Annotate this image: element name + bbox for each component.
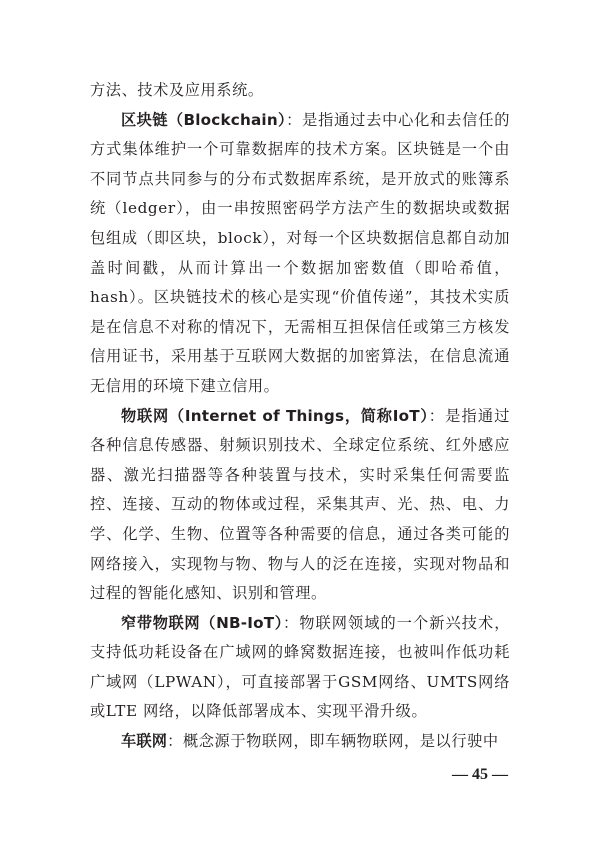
paragraph-nb-iot xyxy=(90,609,510,727)
paragraph-blockchain xyxy=(90,106,510,402)
term-blockchain: 区块链（Blockchain） xyxy=(121,110,287,129)
definition-iov: ：概念源于物联网，即车辆物联网，是以行驶中 xyxy=(167,732,499,751)
document-page xyxy=(90,76,510,757)
paragraph-iot xyxy=(90,402,510,609)
paragraph-text: 方法、技术及应用系统。 xyxy=(90,81,264,99)
paragraph-continuation xyxy=(90,76,510,106)
paragraph-iov xyxy=(90,727,510,757)
definition-iot: ：是指通过各种信息传感器、射频识别技术、全球定位系统、红外感应器、激光扫描器等各种装置与技术，实时采集任何需要监控、连接、互动的物体或过程，采集其声、光、热、电、力学、化学、生物、位置等各种需要的信息，通过各类可能的网络接入，实现物与物、物与人的泛在连接，实现对物品和过程的智能化感知、识别和管理。 xyxy=(90,406,510,603)
term-iov: 车联网 xyxy=(121,732,168,751)
page-number: — 45 — xyxy=(452,766,508,783)
term-nb-iot: 窄带物联网（NB-IoT） xyxy=(121,613,284,632)
definition-blockchain: ：是指通过去中心化和去信任的方式集体维护一个可靠数据库的技术方案。区块链是一个由不同节点共同参与的分布式数据库系统，是开放式的账簿系统（ledger），由一串按照密码学方法产生的数据块或数据包组成（即区块，block），对每一个区块数据信息都自动加盖时间戳，从而计算出一个数据加密数值（即哈希值，hash）。区块链技术的核心是实现“价值传递”，其技术实质是在信息不对称的情况下，无需相互担保信任或第三方核发信用证书，采用基于互联网大数据的加密算法，在信息流通无信用的环境下建立信用。 xyxy=(90,110,510,395)
term-iot: 物联网（Internet of Things，简称IoT） xyxy=(121,406,429,425)
definition-nb-iot: ：物联网领域的一个新兴技术，支持低功耗设备在广域网的蜂窝数据连接，也被叫作低功耗广域网（LPWAN），可直接部署于GSM网络、UMTS网络或LTE 网络，以降低部署成本、实现平滑升级。 xyxy=(90,613,510,721)
